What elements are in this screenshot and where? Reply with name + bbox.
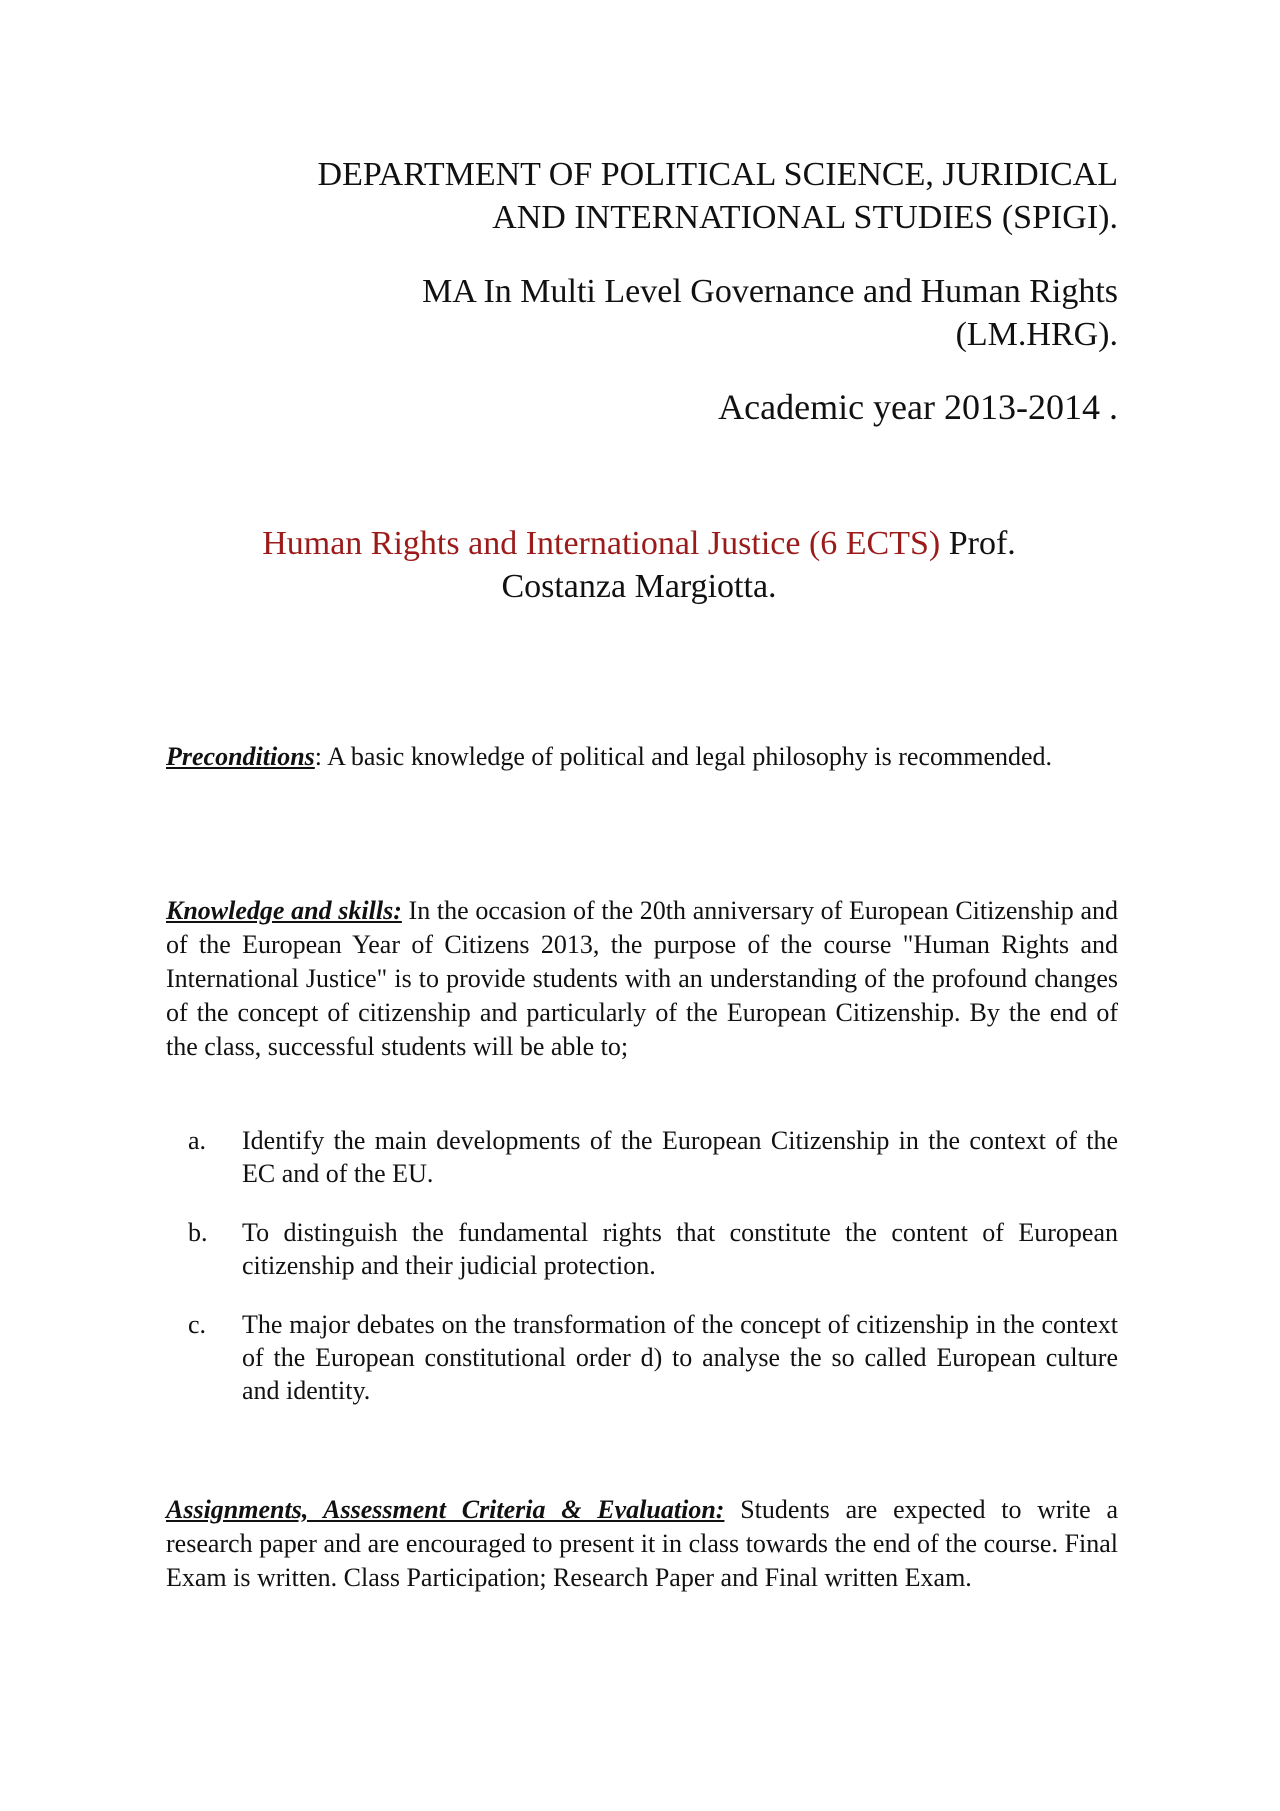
list-item-marker: c. (188, 1310, 207, 1339)
objectives-list (166, 1124, 1118, 1433)
preconditions-label: Preconditions (166, 742, 315, 771)
programme-heading (160, 270, 1118, 356)
knowledge-label: Knowledge and skills: (166, 896, 402, 925)
knowledge-section (166, 894, 1118, 1064)
programme-line-1: MA In Multi Level Governance and Human Rights (422, 273, 1118, 310)
academic-year: Academic year 2013-2014 . (718, 387, 1118, 427)
assignments-label: Assignments, Assessment Criteria & Evaluation: (166, 1495, 725, 1524)
assignments-section (166, 1493, 1118, 1595)
list-item (166, 1216, 1118, 1282)
professor-prefix: Prof. (948, 525, 1016, 562)
list-item-text: To distinguish the fundamental rights that constitute the content of European citizenship and their judicial protection. (242, 1218, 1118, 1280)
list-item-text: The major debates on the transformation of the concept of citizenship in the context of the European constitutional order d) to analyse the so called European culture and identity. (242, 1310, 1118, 1405)
department-heading (160, 153, 1118, 239)
programme-line-2: (LM.HRG). (955, 316, 1118, 353)
list-item (166, 1308, 1118, 1407)
list-item-text: Identify the main developments of the European Citizenship in the context of the EC and of the EU. (242, 1126, 1118, 1188)
department-line-1: DEPARTMENT OF POLITICAL SCIENCE, JURIDICAL (317, 156, 1118, 193)
professor-name: Costanza Margiotta. (501, 568, 777, 605)
assignments-text: Students are expected to write a research paper and are encouraged to present it in class towards the end of the course. Final Exam is written. Class Participation; Research Paper and Final written Exam. (166, 1495, 1118, 1592)
preconditions-text: : A basic knowledge of political and legal philosophy is recommended. (314, 742, 1053, 771)
course-title-block (160, 522, 1118, 608)
list-item (166, 1124, 1118, 1190)
course-name: Human Rights and International Justice (6 ECTS) (262, 525, 941, 562)
knowledge-text: In the occasion of the 20th anniversary of European Citizenship and of the European Year of Citizens 2013, the purpose of the course "Human Rights and International Justice" is to provide students with an understanding of the profound changes of the concept of citizenship and particularly of the European Citizenship. By the end of the class, successful students will be able to; (166, 896, 1118, 1061)
department-line-2: AND INTERNATIONAL STUDIES (SPIGI). (492, 199, 1118, 236)
preconditions-section (166, 740, 1118, 774)
list-item-marker: b. (188, 1218, 208, 1247)
list-item-marker: a. (188, 1126, 207, 1155)
